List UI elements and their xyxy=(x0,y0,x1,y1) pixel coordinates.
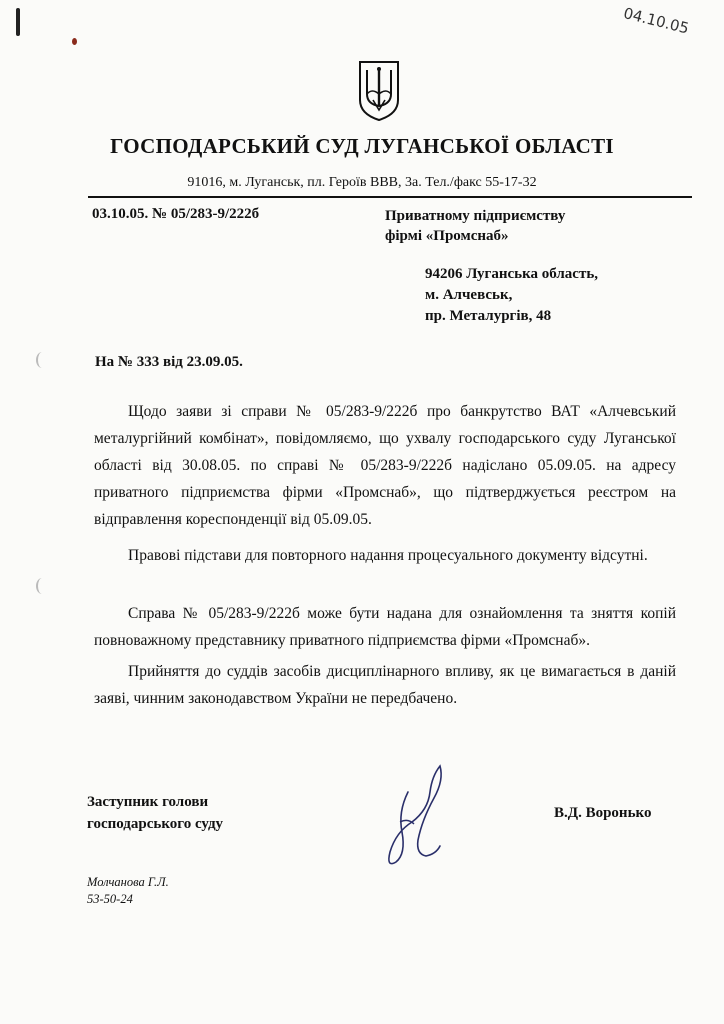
reply-reference: На № 333 від 23.09.05. xyxy=(95,354,243,370)
signatory-title-line: Заступник голови xyxy=(87,794,209,810)
punch-hole-mark xyxy=(36,578,48,594)
addressee xyxy=(385,206,565,246)
handwritten-signature xyxy=(378,762,448,872)
trident-coat-of-arms-icon xyxy=(358,60,400,122)
body-paragraph: Прийняття до суддів засобів дисциплінарного впливу, як це вимагається в даній заяві, чинним законодавством України не передбачено. xyxy=(94,663,676,707)
ink-spot xyxy=(72,38,77,45)
punch-hole-mark xyxy=(36,352,48,368)
body-paragraph: Щодо заяви зі справи № 05/283-9/222б про банкрутство ВАТ «Алчевський металургійний комбінат», повідомляємо, що ухвалу господарського суду Луганської області від 30.08.05. по справі № 05/283-9/222б надіслано 05.09.05. на адресу приватного підприємства фірми «Промснаб», що підтверджується реєстром на відправлення кореспонденції від 05.09.05. xyxy=(94,403,676,528)
executor-name: Молчанова Г.Л. xyxy=(87,875,169,889)
handwritten-date: 04.10.05 xyxy=(621,4,691,38)
signatory-name: В.Д. Воронько xyxy=(554,805,652,821)
postal-address xyxy=(425,264,598,327)
signatory-title xyxy=(87,791,223,835)
body-paragraph: Правові підстави для повторного надання процесуального документу відсутні. xyxy=(128,547,648,564)
address-line: пр. Металургів, 48 xyxy=(425,308,552,324)
header-divider xyxy=(88,196,692,198)
margin-ink-mark xyxy=(16,8,20,36)
court-name: ГОСПОДАРСЬКИЙ СУД ЛУГАНСЬКОЇ ОБЛАСТІ xyxy=(110,134,614,158)
outgoing-reference: 03.10.05. № 05/283-9/222б xyxy=(92,206,260,222)
executor-phone: 53-50-24 xyxy=(87,892,133,906)
address-line: м. Алчевськ, xyxy=(425,287,513,303)
body-paragraph: Справа № 05/283-9/222б може бути надана для ознайомлення та зняття копій повноважному представнику приватного підприємства фірми «Промснаб». xyxy=(94,605,676,649)
address-line: 94206 Луганська область, xyxy=(425,266,599,282)
executor-info xyxy=(87,874,169,908)
signatory-title-line: господарського суду xyxy=(87,816,224,832)
addressee-line: Приватному підприємству xyxy=(385,208,566,224)
court-address: 91016, м. Луганськ, пл. Героїв ВВВ, 3а. Тел./факс 55-17-32 xyxy=(187,175,537,190)
addressee-line: фірмі «Промснаб» xyxy=(385,228,509,244)
